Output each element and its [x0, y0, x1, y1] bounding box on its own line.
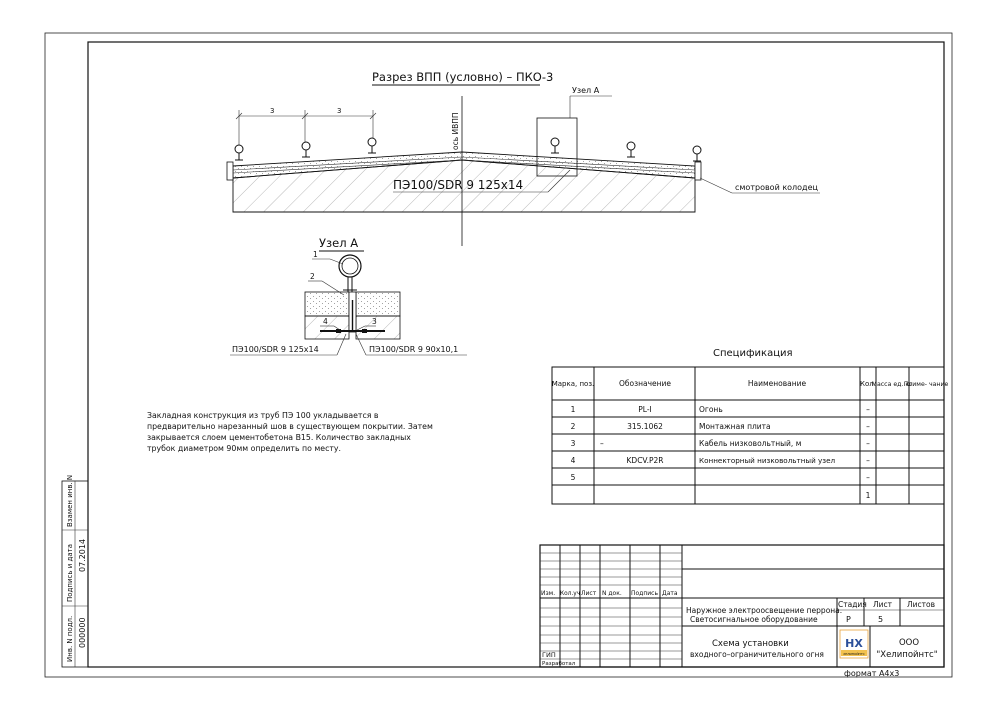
row-3-qty: –: [866, 439, 870, 448]
sheet-outer-border: [45, 33, 952, 677]
row-4-qty: –: [866, 456, 870, 465]
node-a-tag: Узел А: [572, 86, 600, 95]
runway-light-2: [302, 142, 310, 157]
runway-light-6: [693, 146, 701, 161]
rev-header-izm: Изм.: [541, 590, 556, 597]
callout-3: 3: [372, 317, 377, 326]
rev-header-date: Дата: [662, 590, 678, 597]
razrab-label: Разработал: [542, 661, 576, 667]
table-row: [571, 439, 871, 448]
sheet-format: формат А4х3: [844, 669, 900, 678]
note-line-2: предварительно нарезанный шов в существующем покрытии. Затем: [147, 422, 433, 431]
runway-light-1: [235, 145, 243, 160]
table-row: [571, 473, 871, 482]
row-3-name: Кабель низковольтный, м: [699, 439, 802, 448]
note-line-3: закрывается слоем цементобетона В15. Количество закладных: [147, 433, 411, 442]
row-1-qty: –: [866, 405, 870, 414]
runway-section: [227, 70, 820, 246]
drawing-line-1: Схема установки: [712, 639, 789, 649]
row-1-name: Огонь: [699, 405, 723, 414]
dimension-2: 3: [337, 107, 342, 115]
runway-light-3: [368, 138, 376, 153]
row-1-code: PL-I: [638, 405, 652, 414]
drawing-frame: [88, 42, 944, 667]
stage-header: Стадия: [838, 600, 867, 609]
company-logo: [840, 630, 868, 658]
row-4-code: KDCV.P2R: [626, 456, 664, 465]
spec-header-pos: Марка, поз.: [551, 380, 595, 388]
table-row: [571, 422, 871, 431]
project-line-2: Светосигнальное оборудование: [690, 615, 818, 624]
side-stamp: [62, 475, 88, 667]
well-label: смотровой колодец: [735, 183, 818, 192]
side-stamp-inv-value: 000000: [78, 617, 87, 648]
table-row: [866, 491, 871, 500]
installation-note: [147, 411, 433, 453]
row-3-code: –: [600, 439, 604, 448]
table-row: [571, 405, 871, 414]
row-2-name: Монтажная плита: [699, 422, 771, 431]
node-a-title: Узел А: [319, 236, 359, 250]
spec-header-code: Обозначение: [618, 379, 672, 388]
row-2-qty: –: [866, 422, 870, 431]
row-5-pos: 5: [570, 473, 576, 482]
row-2-pos: 2: [570, 422, 576, 431]
side-stamp-replace-label: Взамен инв. N: [66, 474, 74, 527]
row-2-code: 315.1062: [627, 422, 663, 431]
specification-table: [552, 348, 949, 504]
row-6-qty: 1: [865, 491, 871, 500]
rev-header-ndoc: N док.: [602, 590, 622, 597]
spec-header-mass: Масса ед. кг: [871, 381, 913, 388]
org-line-1: ООО: [898, 638, 920, 648]
logo-mark: HX: [845, 637, 863, 650]
callout-2: 2: [310, 272, 315, 281]
side-stamp-inv-label: Инв. N подл.: [66, 615, 74, 662]
gip-label: ГИП: [542, 651, 556, 659]
runway-light-5: [627, 142, 635, 157]
node-pipe-right-label: ПЭ100/SDR 9 90х10,1: [369, 345, 459, 354]
spec-header-note: Приме- чание: [903, 381, 949, 388]
sheets-header: Листов: [907, 600, 936, 609]
side-stamp-date-value: 07.2014: [78, 538, 87, 572]
row-4-pos: 4: [570, 456, 576, 465]
side-stamp-sign-label: Подпись и дата: [66, 544, 74, 602]
callout-1: 1: [313, 250, 318, 259]
node-a-detail: [230, 236, 467, 355]
row-3-pos: 3: [570, 439, 576, 448]
section-title: Разрез ВПП (условно) – ПКО-3: [372, 70, 554, 84]
pipe-label: ПЭ100/SDR 9 125х14: [393, 178, 524, 192]
project-line-1: Наружное электроосвещение перрона.: [686, 606, 843, 615]
table-row: [571, 456, 871, 465]
spec-title: Спецификация: [713, 348, 793, 359]
callout-4: 4: [323, 317, 328, 326]
logo-subtitle: ХЕЛИПОЙНТС: [843, 652, 865, 656]
org-line-2: "Хелипойнтс": [876, 650, 938, 660]
drawing-line-2: входного–ограничительного огня: [690, 650, 824, 659]
rev-header-list: Лист: [581, 590, 597, 597]
row-5-qty: –: [866, 473, 870, 482]
runway-light-4: [551, 138, 559, 153]
stage-value: Р: [846, 615, 851, 624]
node-pipe-left-label: ПЭ100/SDR 9 125х14: [232, 345, 319, 354]
note-line-1: Закладная конструкция из труб ПЭ 100 укладывается в: [147, 411, 379, 420]
sheet-value: 5: [878, 615, 884, 624]
note-line-4: трубок диаметром 90мм определить по месту.: [147, 444, 341, 453]
dimension-1: 3: [270, 107, 275, 115]
row-4-name: Коннекторный низковольтный узел: [699, 456, 836, 465]
sheet-header: Лист: [873, 600, 893, 609]
spec-header-qty: Кол.: [860, 380, 876, 388]
rev-header-kolуch: Кол.уч: [560, 591, 581, 597]
title-block: [540, 545, 944, 667]
rev-header-sign: Подпись: [631, 590, 658, 597]
spec-header-name: Наименование: [747, 379, 807, 388]
row-1-pos: 1: [570, 405, 576, 414]
axis-label: ось ИВПП: [451, 112, 460, 150]
